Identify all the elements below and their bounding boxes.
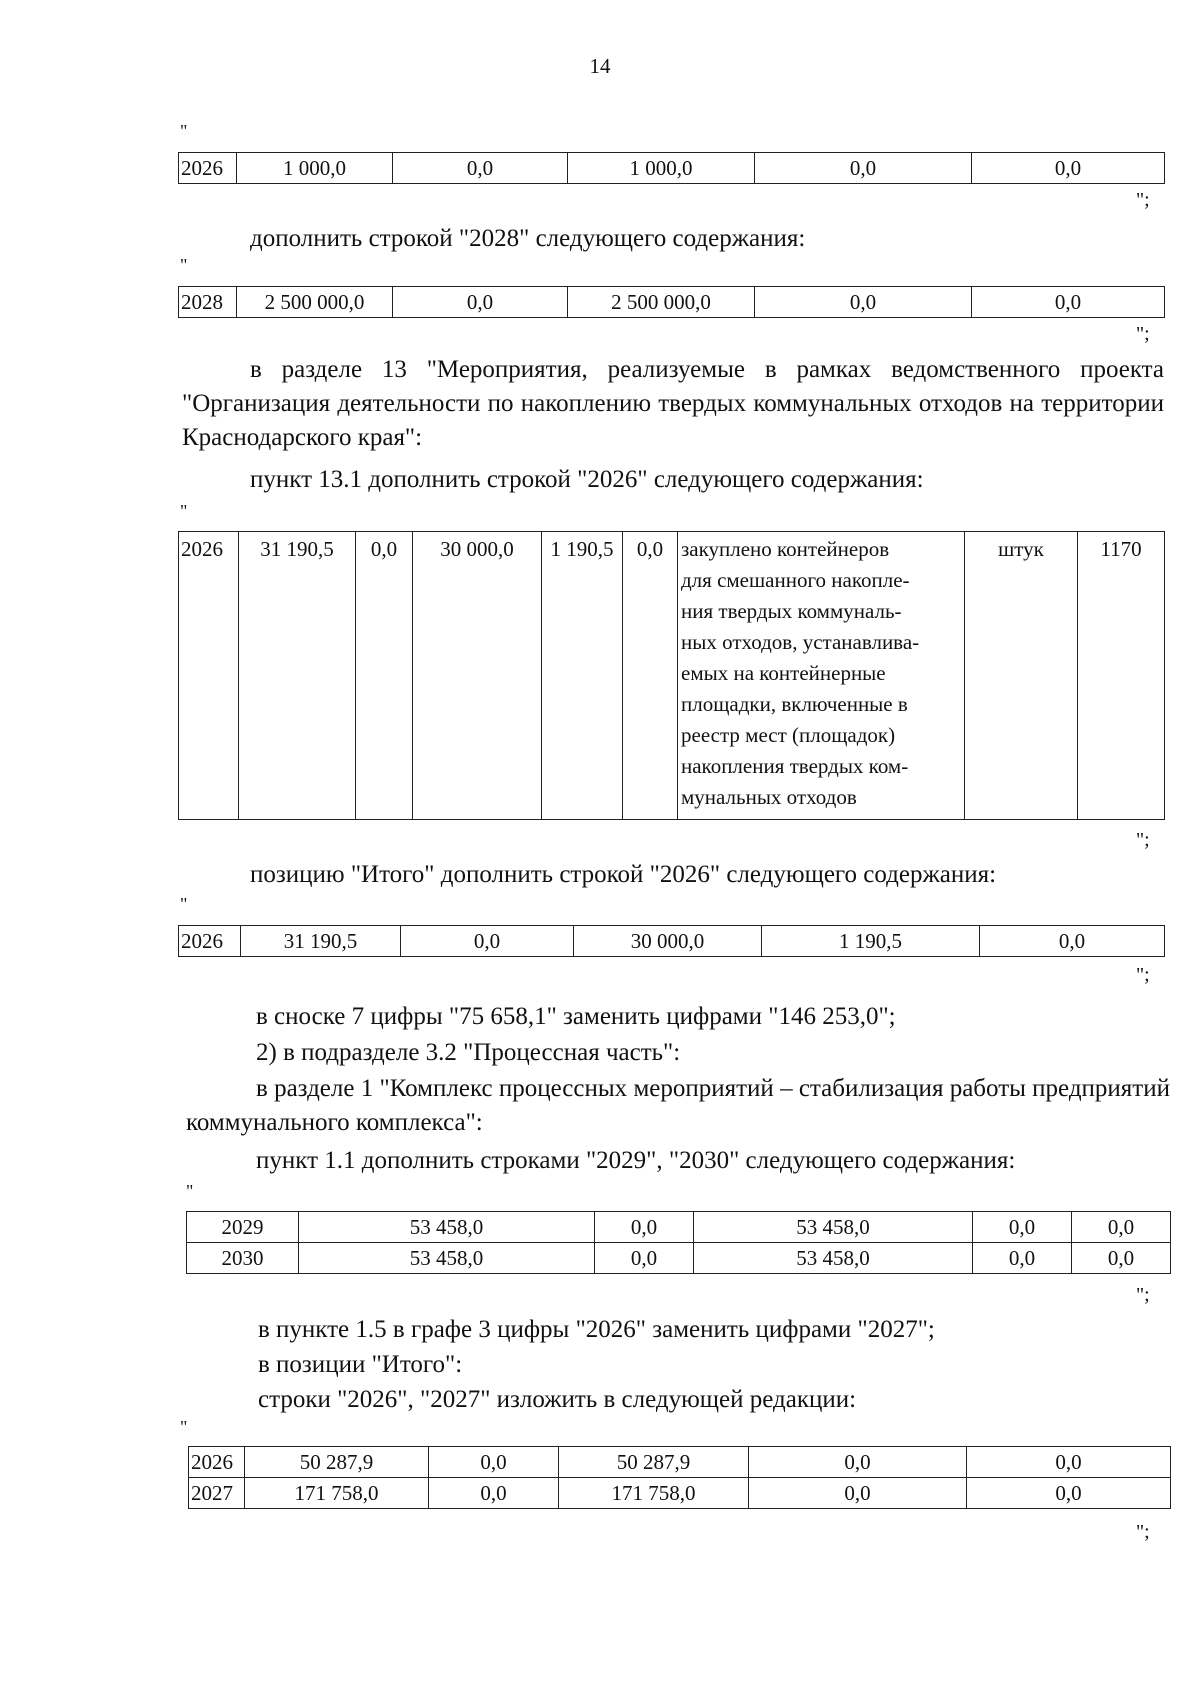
quote-close-mark: ";	[1136, 829, 1150, 851]
description-line: мунальных отходов	[681, 785, 857, 809]
table-itogo-2026-2027	[188, 1446, 1171, 1509]
year-cell: 2029	[187, 1212, 299, 1243]
table-row	[187, 1243, 1171, 1274]
unit-cell: штук	[965, 532, 1078, 820]
quote-open-mark: "	[180, 255, 188, 275]
quote-open-mark: "	[180, 501, 188, 521]
value-cell: 0,0	[595, 1243, 694, 1274]
value-cell: 0,0	[967, 1478, 1171, 1509]
value-cell: 30 000,0	[574, 926, 762, 957]
quote-open-mark: "	[180, 894, 188, 914]
value-cell: 0,0	[755, 287, 972, 318]
quote-close-mark: ";	[1136, 189, 1150, 211]
paragraph: пункт 13.1 дополнить строкой "2026" следующего содержания:	[250, 466, 924, 493]
quote-open-mark: "	[180, 121, 188, 141]
value-cell: 0,0	[1072, 1243, 1171, 1274]
description-line: ных отходов, устанавлива-	[681, 630, 920, 654]
value-cell: 0,0	[972, 287, 1165, 318]
description-line: закуплено контейнеров	[681, 537, 890, 561]
value-cell: 0,0	[972, 153, 1165, 184]
quantity-cell: 1170	[1078, 532, 1165, 820]
table-2026	[178, 152, 1165, 184]
value-cell: 0,0	[1072, 1212, 1171, 1243]
value-cell: 1 000,0	[237, 153, 393, 184]
table-row	[179, 153, 1165, 184]
year-cell: 2026	[179, 153, 237, 184]
quote-open-mark: "	[186, 1181, 194, 1201]
value-cell: 1 190,5	[762, 926, 980, 957]
value-cell: 50 287,9	[245, 1447, 429, 1478]
year-cell: 2026	[179, 532, 239, 820]
table-itogo-2026	[178, 925, 1165, 957]
value-cell: 0,0	[749, 1447, 967, 1478]
year-cell: 2030	[187, 1243, 299, 1274]
paragraph: в сноске 7 цифры "75 658,1" заменить цифрами "146 253,0";	[256, 1003, 896, 1030]
description-line: для смешанного накопле-	[681, 568, 910, 592]
description-line: ния твердых коммуналь-	[681, 599, 902, 623]
description-line: площадки, включенные в	[681, 692, 908, 716]
value-cell: 0,0	[973, 1243, 1072, 1274]
paragraph: пункт 1.1 дополнить строками "2029", "2030" следующего содержания:	[256, 1147, 1016, 1174]
table-row	[179, 532, 1165, 820]
year-cell: 2028	[179, 287, 237, 318]
description-line: емых на контейнерные	[681, 661, 886, 685]
table-row	[187, 1212, 1171, 1243]
value-cell: 0,0	[356, 532, 413, 820]
description-line: реестр мест (площадок)	[681, 723, 896, 747]
result-description-cell	[678, 532, 965, 820]
value-cell: 31 190,5	[241, 926, 401, 957]
table-row	[179, 287, 1165, 318]
value-cell: 0,0	[749, 1478, 967, 1509]
table-row	[189, 1447, 1171, 1478]
value-cell: 1 000,0	[568, 153, 755, 184]
value-cell: 53 458,0	[694, 1212, 973, 1243]
table-2028	[178, 286, 1165, 318]
table-13-1	[178, 531, 1165, 820]
paragraph: дополнить строкой "2028" следующего содержания:	[250, 225, 806, 252]
paragraph: в позиции "Итого":	[258, 1351, 463, 1378]
page-number: 14	[589, 54, 611, 78]
paragraph: в разделе 13 "Мероприятия, реализуемые в рамках ведомственного проекта "Организация деятельности по накоплению твердых коммунальных отходов на территории Краснодарского края":	[182, 356, 1164, 451]
value-cell: 0,0	[980, 926, 1165, 957]
value-cell: 0,0	[623, 532, 678, 820]
year-cell: 2027	[189, 1478, 245, 1509]
table-row	[189, 1478, 1171, 1509]
quote-close-mark: ";	[1136, 964, 1150, 986]
quote-close-mark: ";	[1136, 1521, 1150, 1543]
year-cell: 2026	[179, 926, 241, 957]
value-cell: 30 000,0	[413, 532, 542, 820]
value-cell: 0,0	[595, 1212, 694, 1243]
paragraph: в разделе 1 "Комплекс процессных мероприятий – стабилизация работы предприятий коммунального комплекса":	[186, 1075, 1170, 1136]
value-cell: 0,0	[429, 1478, 559, 1509]
value-cell: 171 758,0	[559, 1478, 749, 1509]
value-cell: 0,0	[973, 1212, 1072, 1243]
paragraph: 2) в подразделе 3.2 "Процессная часть":	[256, 1039, 681, 1066]
table-1-1	[186, 1211, 1171, 1274]
value-cell: 31 190,5	[239, 532, 356, 820]
description-line: накопления твердых ком-	[681, 754, 909, 778]
paragraph: строки "2026", "2027" изложить в следующей редакции:	[258, 1386, 857, 1413]
value-cell: 2 500 000,0	[237, 287, 393, 318]
value-cell: 0,0	[967, 1447, 1171, 1478]
value-cell: 53 458,0	[299, 1212, 595, 1243]
quote-close-mark: ";	[1136, 323, 1150, 345]
value-cell: 0,0	[393, 153, 568, 184]
value-cell: 0,0	[429, 1447, 559, 1478]
value-cell: 1 190,5	[542, 532, 623, 820]
value-cell: 0,0	[401, 926, 574, 957]
value-cell: 171 758,0	[245, 1478, 429, 1509]
value-cell: 53 458,0	[299, 1243, 595, 1274]
value-cell: 53 458,0	[694, 1243, 973, 1274]
paragraph: в пункте 1.5 в графе 3 цифры "2026" заменить цифрами "2027";	[258, 1316, 935, 1343]
table-row	[179, 926, 1165, 957]
value-cell: 0,0	[755, 153, 972, 184]
quote-open-mark: "	[180, 1417, 188, 1437]
value-cell: 50 287,9	[559, 1447, 749, 1478]
quote-close-mark: ";	[1136, 1284, 1150, 1306]
paragraph: позицию "Итого" дополнить строкой "2026" следующего содержания:	[250, 861, 997, 888]
year-cell: 2026	[189, 1447, 245, 1478]
value-cell: 2 500 000,0	[568, 287, 755, 318]
value-cell: 0,0	[393, 287, 568, 318]
